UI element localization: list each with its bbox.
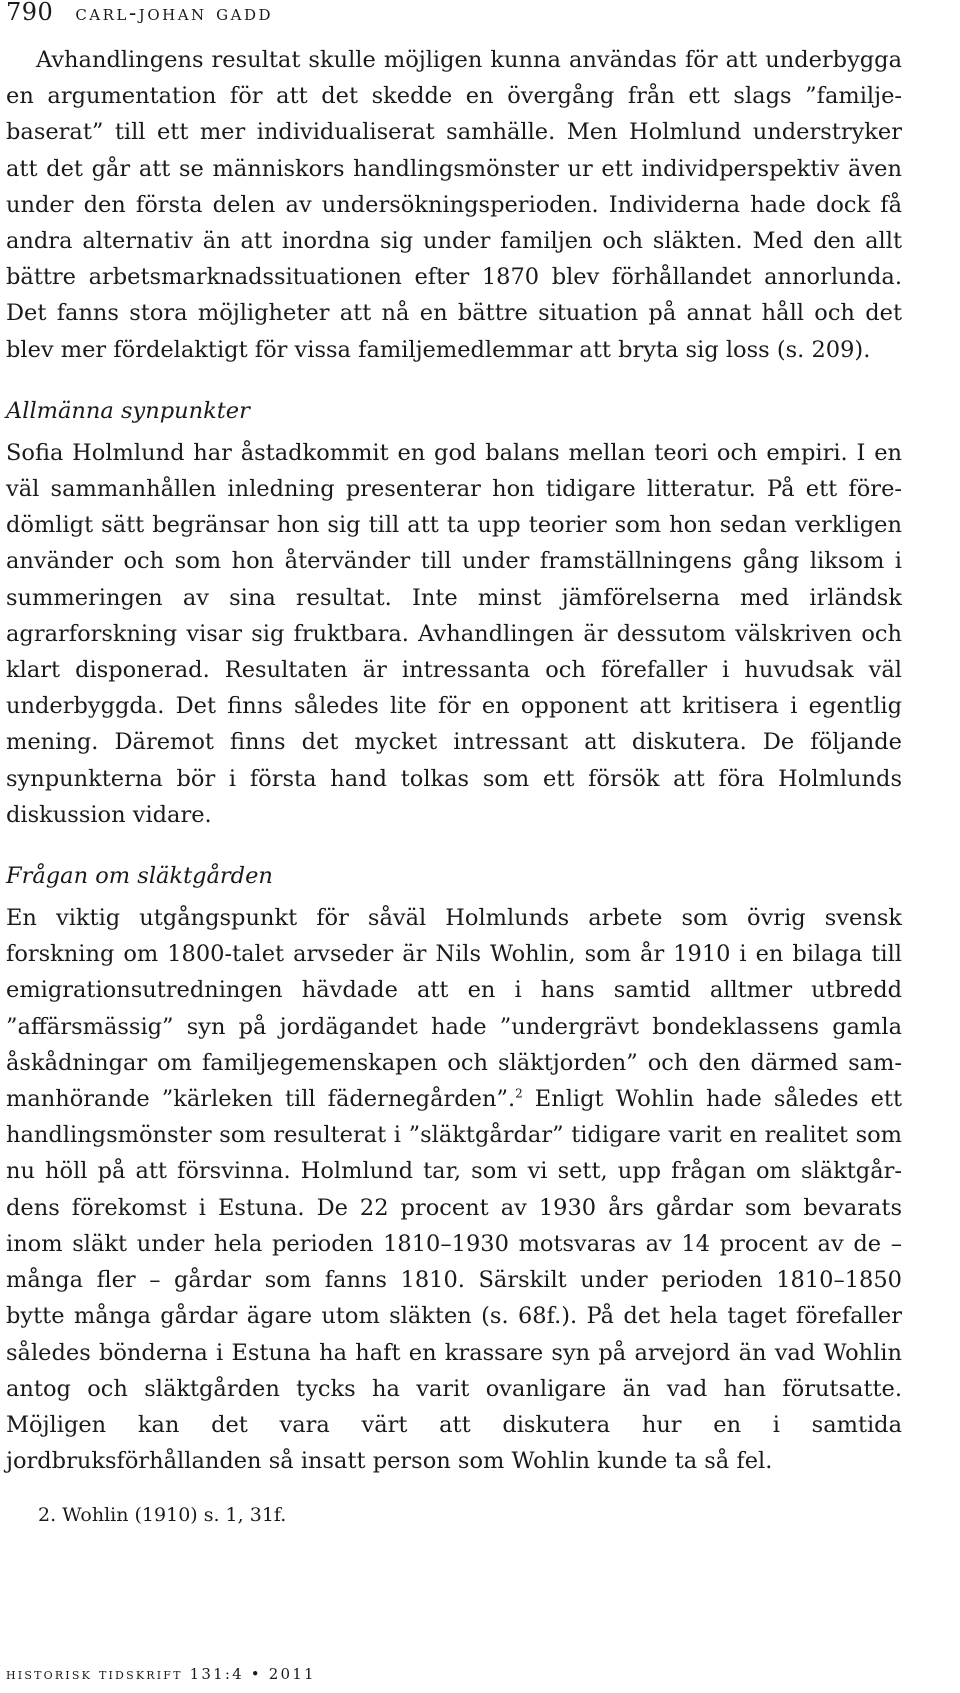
body-paragraph: Avhandlingens resultat skulle möjligen kunna användas för att underbygga en argumentation för att det skedde en övergång från ett slags ”familjebaserat” till ett mer individualiserat samhälle. Men Holmlund understryker att det går att se människors handlingsmönster ur ett individperspektiv även under den första delen av undersökningsperioden. Individerna hade dock få andra alternativ än att inordna sig under familjen och släkten. Med den allt bättre arbetsmarknadssituationen efter 1870 blev förhållandet annorlunda. Det fanns stora möjligheter att nå en bättre situation på annat håll och det blev mer fördelaktigt för vissa familjemedlemmar att bryta sig loss (s. 209). xyxy=(6,47,902,363)
paragraph-text: Enligt Wohlin hade således ett handlingsmönster som resulterat i ”släktgårdar” tidigare varit en realitet som nu höll på att försvinna. Holmlund tar, som vi sett, upp frågan om släktgårdens förekomst i Estuna. De 22 procent av 1930 års gårdar som bevarats inom släkt under hela perioden 1810–1930 motsvaras av 14 procent av de – många fler – gårdar som fanns 1810. Särskilt under perioden 1810–1850 bytte många gårdar ägare utom släkten (s. 68f.). På det hela taget förefaller således bönderna i Estuna ha haft en krassare syn på arvejord än vad Wohlin antog och släktgården tycks ha varit ovanligare än vad han förutsatte. Möjligen kan det vara värt att diskutera hur en i samtida jordbruksförhållanden så insatt person som Wohlin kunde ta så fel. xyxy=(6,1086,902,1475)
section-heading: Frågan om släktgården xyxy=(6,863,273,890)
journal-footer: historisk tidskrift 131:4 • 2011 xyxy=(6,1665,316,1683)
paragraph-text: En viktig utgångspunkt för såväl Holmlunds arbete som övrig svensk forskning om 1800-talet arvseder är Nils Wohlin, som år 1910 i en bilaga till emigrationsutredningen hävdade att en i hans samtid alltmer utbredd ”affärsmässig” syn på jordägandet hade ”undergrävt bondeklassens gamla åskådningar om familjegemenskapen och släktjorden” och den därmed sammanhörande ”kärleken till fädernegården”. xyxy=(6,905,902,1113)
footnote: 2. Wohlin (1910) s. 1, 31f. xyxy=(38,1504,287,1527)
running-head-author: carl-johan gadd xyxy=(75,1,274,26)
body-paragraph: Sofia Holmlund har åstadkommit en god balans mellan teori och empiri. I en väl sammanhållen inledning presenterar hon tidigare litteratur. På ett föredömligt sätt begränsar hon sig till att ta upp teorier som hon sedan verkligen använder och som hon återvänder till under framställningens gång liksom i summeringen av sina resultat. Inte minst jämförelserna med irländsk agrarforskning visar sig fruktbara. Avhandlingen är dessutom välskriven och klart disponerad. Resultaten är intressanta och förefaller i huvudsak väl underbyggda. Det finns således lite för en opponent att kritisera i egentlig mening. Däremot finns det mycket intressant att diskutera. De följande synpunkterna bör i första hand tolkas som ett försök att föra Holmlunds diskussion vidare. xyxy=(6,439,902,828)
page-number: 790 xyxy=(6,0,54,26)
footnote-reference[interactable]: 2 xyxy=(515,1086,523,1101)
section-heading: Allmänna synpunkter xyxy=(6,397,250,424)
article-body xyxy=(6,42,902,1529)
body-paragraph xyxy=(6,900,902,1479)
running-head xyxy=(6,0,273,30)
